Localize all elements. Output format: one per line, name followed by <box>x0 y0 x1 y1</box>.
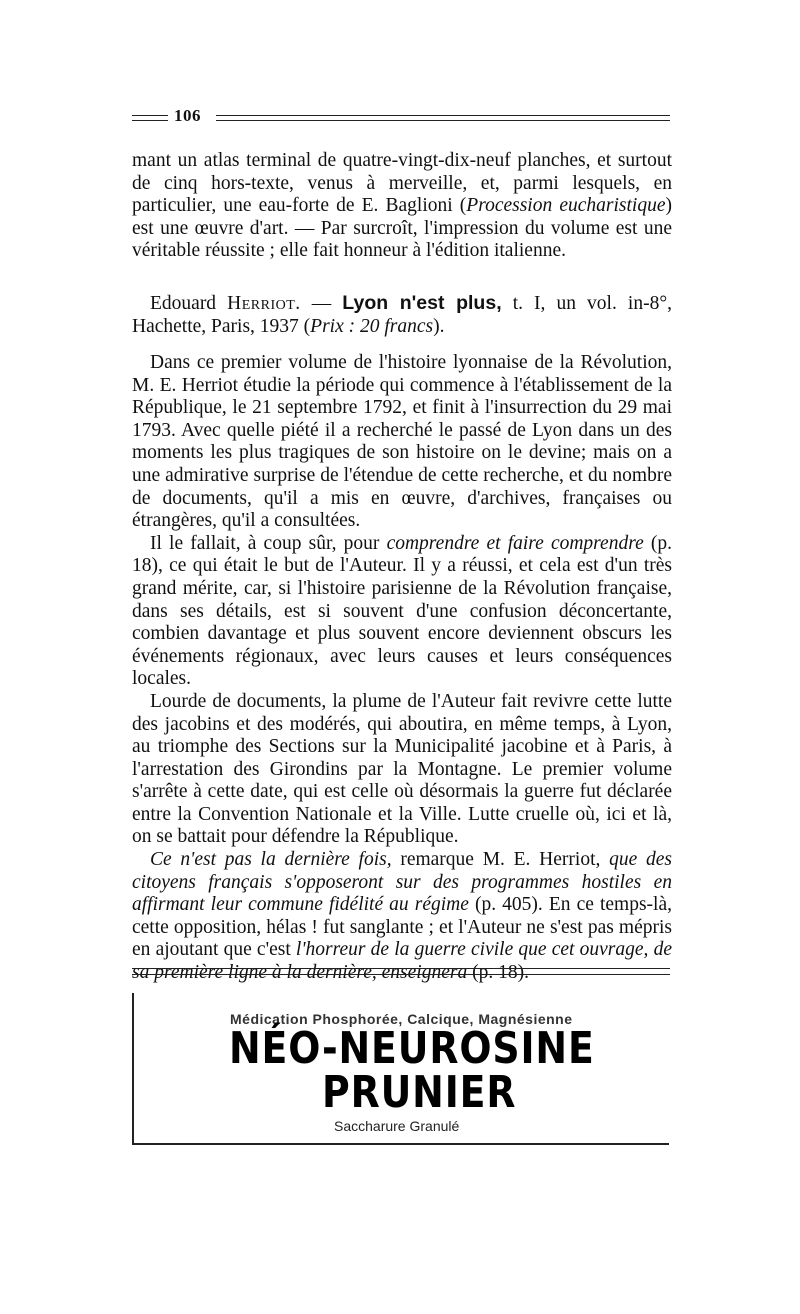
review-p4-c: (p. 18). <box>467 962 529 984</box>
review-paragraph-4 <box>132 849 672 985</box>
reference-close: ). <box>433 315 445 337</box>
review-p2-b: (p. 18), ce qui était le but de l'Auteur. Il y a réussi, et cela est d'un très grand mérite, car, si l'histoire parisienne de la Révolution française, dans ses détails, est si souvent d'une confusion déconcertante, combien davantage et plus souvent encore deviennent obscurs les événements régionaux, avec leurs causes et leurs conséquences locales. <box>132 532 672 690</box>
author-last-name: Herriot. <box>227 293 301 314</box>
author-first-name: Edouard <box>150 293 217 314</box>
review-p4-a: remarque M. E. Herriot, <box>391 849 610 871</box>
ad-product-form: Saccharure Granulé <box>334 1118 460 1134</box>
intro-text-b: ) est une œuvre d'art. — Par surcroît, l'impression du volume est une véritable réussite ; elle fait honneur à l'édition italienne. <box>132 195 672 262</box>
section-end-rule <box>132 968 670 969</box>
ad-brand-name: NÉO-NEUROSINE <box>229 1023 595 1074</box>
header-rule-right-2 <box>216 120 670 121</box>
page-header <box>132 106 670 130</box>
review-p4-italic-3: l'horreur de la guerre civile que cet ouvrage, de sa première ligne à la dernière, enseignera <box>132 939 673 984</box>
book-title: Lyon n'est plus, <box>342 292 502 314</box>
header-rule-left-2 <box>132 120 168 121</box>
book-details: t. I, un vol. in-8°, Hachette, Paris, 1937 ( <box>132 293 673 337</box>
review-p2-italic: comprendre et faire comprendre <box>386 532 644 554</box>
ad-subtitle: Médication Phosphorée, Calcique, Magnésienne <box>230 1011 573 1027</box>
review-p2-a: Il le fallait, à coup sûr, pour <box>150 532 387 554</box>
review-body <box>132 352 672 985</box>
advertisement-box <box>132 993 669 1145</box>
review-p4-italic-1: Ce n'est pas la dernière fois, <box>150 849 392 871</box>
header-rule-left <box>132 115 168 116</box>
intro-italic: Procession eucharistique <box>466 195 666 217</box>
section-end-rule-2 <box>132 974 670 975</box>
reference-dash: — <box>300 293 343 314</box>
intro-paragraph <box>132 150 672 263</box>
review-paragraph-3: Lourde de documents, la plume de l'Auteur fait revivre cette lutte des jacobins et des modérés, qui aboutira, en même temps, à Lyon, au triomphe des Sections sur la Municipalité jacobine et à Paris, à l'arrestation des Girondins par la Montagne. Le premier volume s'arrête à cette date, qui est celle où désormais la guerre fut déclarée entre la Convention Nationale et la Ville. Lutte cruelle où, ici et là, on se battait pour défendre la République. <box>132 690 672 848</box>
review-p4-italic-2: que des citoyens français s'opposeront sur des programmes hostiles en affirmant leur commune fidélité au régime <box>132 849 672 916</box>
book-reference <box>132 292 672 338</box>
page-number: 106 <box>174 106 201 125</box>
review-p4-b: (p. 405). En ce temps-là, cette opposition, hélas ! fut sanglante ; et l'Auteur ne s'est pas mépris en ajoutant que c'est <box>132 894 673 961</box>
review-paragraph-1: Dans ce premier volume de l'histoire lyonnaise de la Révolution, M. E. Herriot étudie la période qui commence à l'établissement de la République, le 21 septembre 1792, et finit à l'insurrection du 29 mai 1793. Avec quelle piété il a recherché le passé de Lyon dans un des moments les plus tragiques de son histoire on le devine; mais on a une admirative surprise de l'étendue de cette recherche, et du nombre de documents, qu'il a mis en œuvre, d'archives, françaises ou étrangères, qu'il a consultées. <box>132 352 672 532</box>
book-price: Prix : 20 francs <box>310 315 434 337</box>
intro-text-a: mant un atlas terminal de quatre-vingt-dix-neuf planches, et surtout de cinq hors-texte, venus à merveille, et, parmi lesquels, en particulier, une eau-forte de E. Baglioni ( <box>132 150 672 217</box>
review-paragraph-2 <box>132 533 672 691</box>
header-rule-right <box>216 115 670 116</box>
ad-brand-maker: PRUNIER <box>322 1067 517 1118</box>
